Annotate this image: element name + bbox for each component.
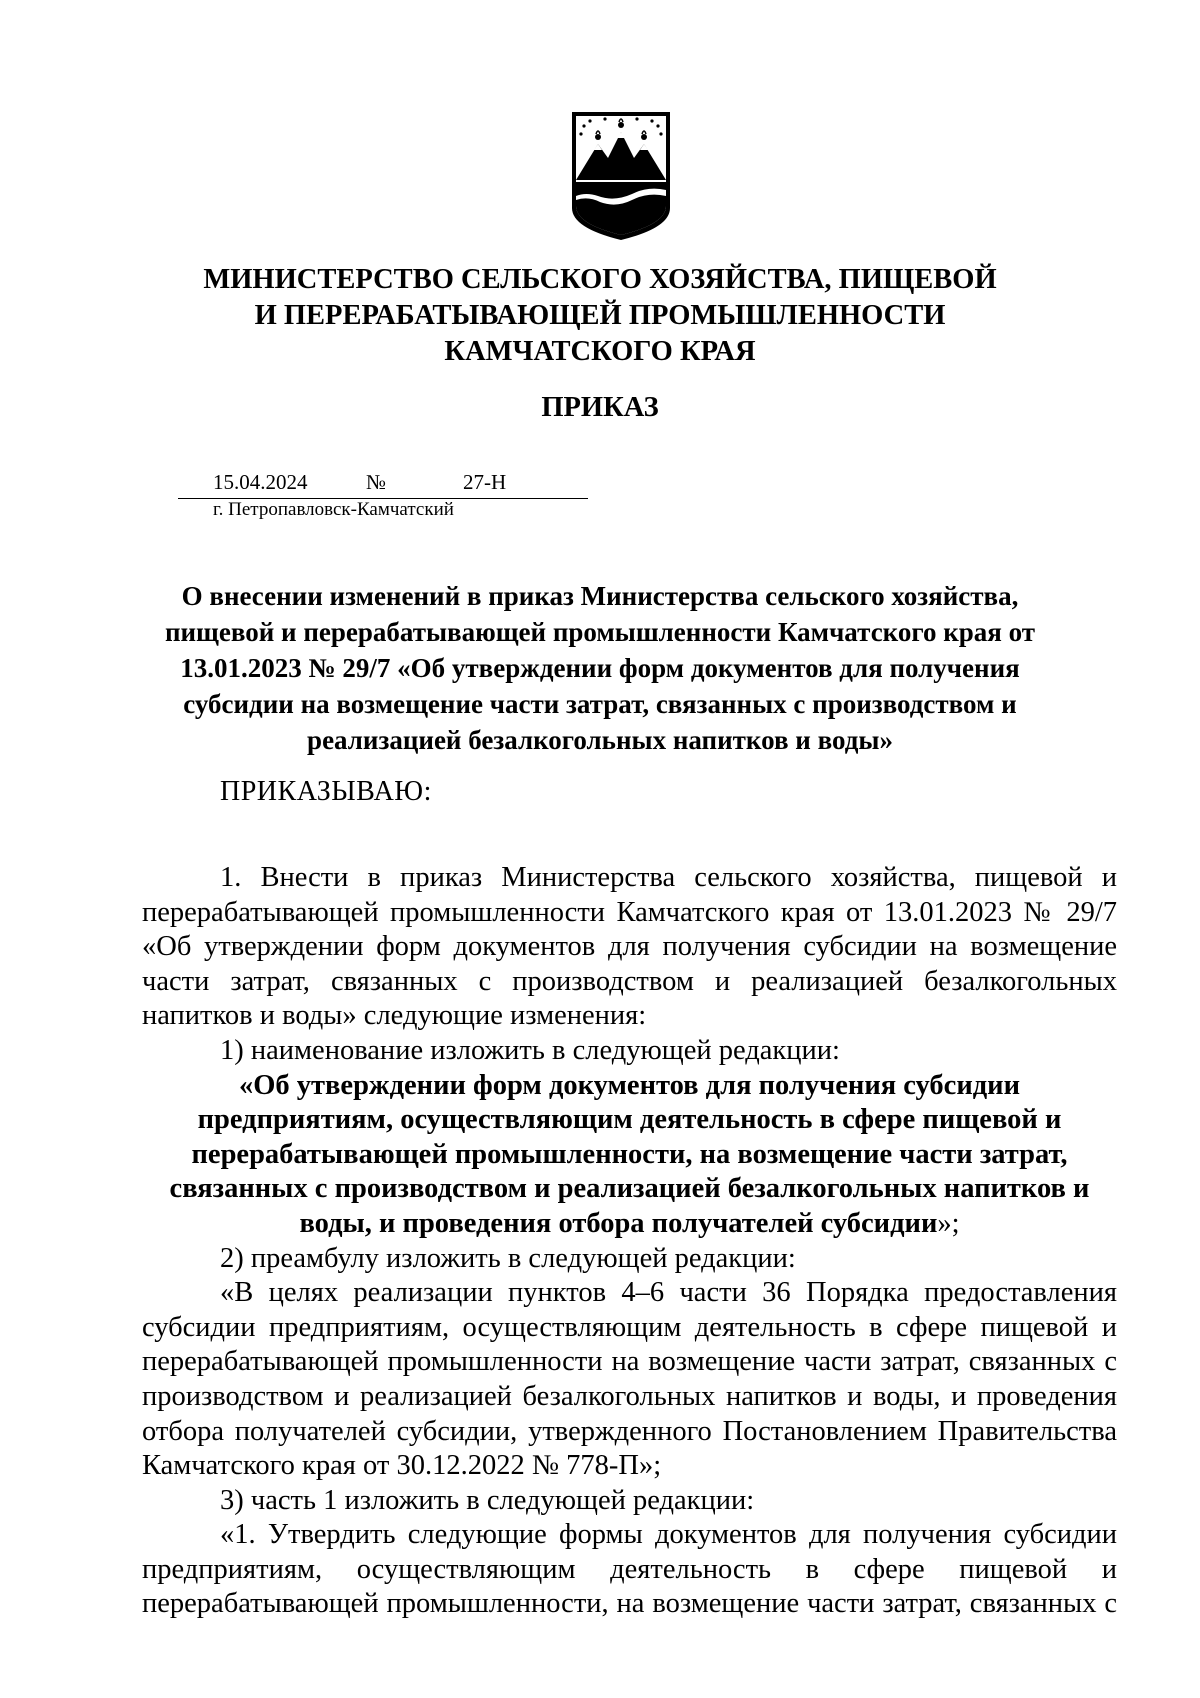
quote-end: »;	[937, 1207, 960, 1239]
quote-line: предприятиям, осуществляющим деятельность в сфере пищевой и	[197, 1104, 1062, 1136]
title-line: О внесении изменений в приказ Министерства сельского хозяйства,	[181, 581, 1019, 611]
body-line: 1) наименование изложить в следующей редакции:	[220, 1034, 840, 1066]
ministry-name	[0, 262, 1200, 370]
document-number: 27-Н	[463, 470, 507, 494]
body-line: перерабатывающей промышленности, на возмещение части затрат, связанных с	[142, 1588, 1117, 1620]
quote-line-last	[142, 1207, 1117, 1242]
body-line: 1. Внести в приказ Министерства сельского хозяйства, пищевой и	[220, 862, 1117, 893]
body-line: субсидии предприятиям, осуществляющим деятельность в сфере пищевой и	[142, 1311, 1117, 1343]
quote-line: «Об утверждении форм документов для получения субсидии	[238, 1069, 1021, 1101]
body-line: предприятиям, осуществляющим деятельность в сфере пищевой и	[142, 1553, 1117, 1585]
body-line: «В целях реализации пунктов 4–6 части 36 Порядка предоставления	[220, 1277, 1117, 1309]
body-line: 2) преамбулу изложить в следующей редакции:	[220, 1242, 796, 1274]
ministry-line: И ПЕРЕРАБАТЫВАЮЩЕЙ ПРОМЫШЛЕННОСТИ	[254, 300, 946, 331]
order-word: ПРИКАЗЫВАЮ:	[220, 776, 432, 807]
body-line: напитков и воды» следующие изменения:	[142, 1000, 647, 1032]
ministry-line: МИНИСТЕРСТВО СЕЛЬСКОГО ХОЗЯЙСТВА, ПИЩЕВОЙ	[203, 264, 997, 295]
quote-line: связанных с производством и реализацией безалкогольных напитков и	[169, 1173, 1090, 1205]
ministry-line: КАМЧАТСКОГО КРАЯ	[444, 336, 756, 367]
body-line: Камчатского края от 30.12.2022 № 778-П»;	[142, 1450, 662, 1482]
city-name: г. Петропавловск-Камчатский	[213, 499, 454, 520]
document-title	[100, 578, 1100, 758]
body-line: «Об утверждении форм документов для получения субсидии на возмещение	[142, 931, 1117, 963]
body-line: перерабатывающей промышленности Камчатского края от 13.01.2023 № 29/7	[142, 896, 1117, 928]
title-line: пищевой и перерабатывающей промышленности Камчатского края от	[164, 617, 1036, 647]
body-line: 3) часть 1 изложить в следующей редакции:	[220, 1484, 755, 1516]
body-line: отбора получателей субсидии, утвержденного Постановлением Правительства	[142, 1415, 1117, 1447]
quote-line: перерабатывающей промышленности, на возмещение части затрат,	[191, 1138, 1068, 1170]
body-line: «1. Утвердить следующие формы документов для получения субсидии	[220, 1519, 1117, 1551]
number-sign: №	[366, 470, 387, 494]
coat-of-arms-emblem	[570, 110, 672, 242]
document-date: 15.04.2024	[213, 470, 308, 494]
body-line: части затрат, связанных с производством и реализацией безалкогольных	[142, 965, 1117, 997]
body-line: перерабатывающей промышленности на возмещение части затрат, связанных с	[142, 1346, 1117, 1378]
quote-text: воды, и проведения отбора получателей субсидии	[299, 1207, 938, 1239]
title-line: реализацией безалкогольных напитков и воды»	[307, 725, 893, 755]
title-line: 13.01.2023 № 29/7 «Об утверждении форм документов для получения	[180, 653, 1020, 683]
date-number-line	[178, 468, 588, 499]
body-line: производством и реализацией безалкогольных напитков и воды, и проведения	[142, 1380, 1117, 1412]
document-type: ПРИКАЗ	[541, 392, 659, 423]
title-line: субсидии на возмещение части затрат, связанных с производством и	[183, 689, 1017, 719]
body-text	[142, 861, 1117, 1622]
